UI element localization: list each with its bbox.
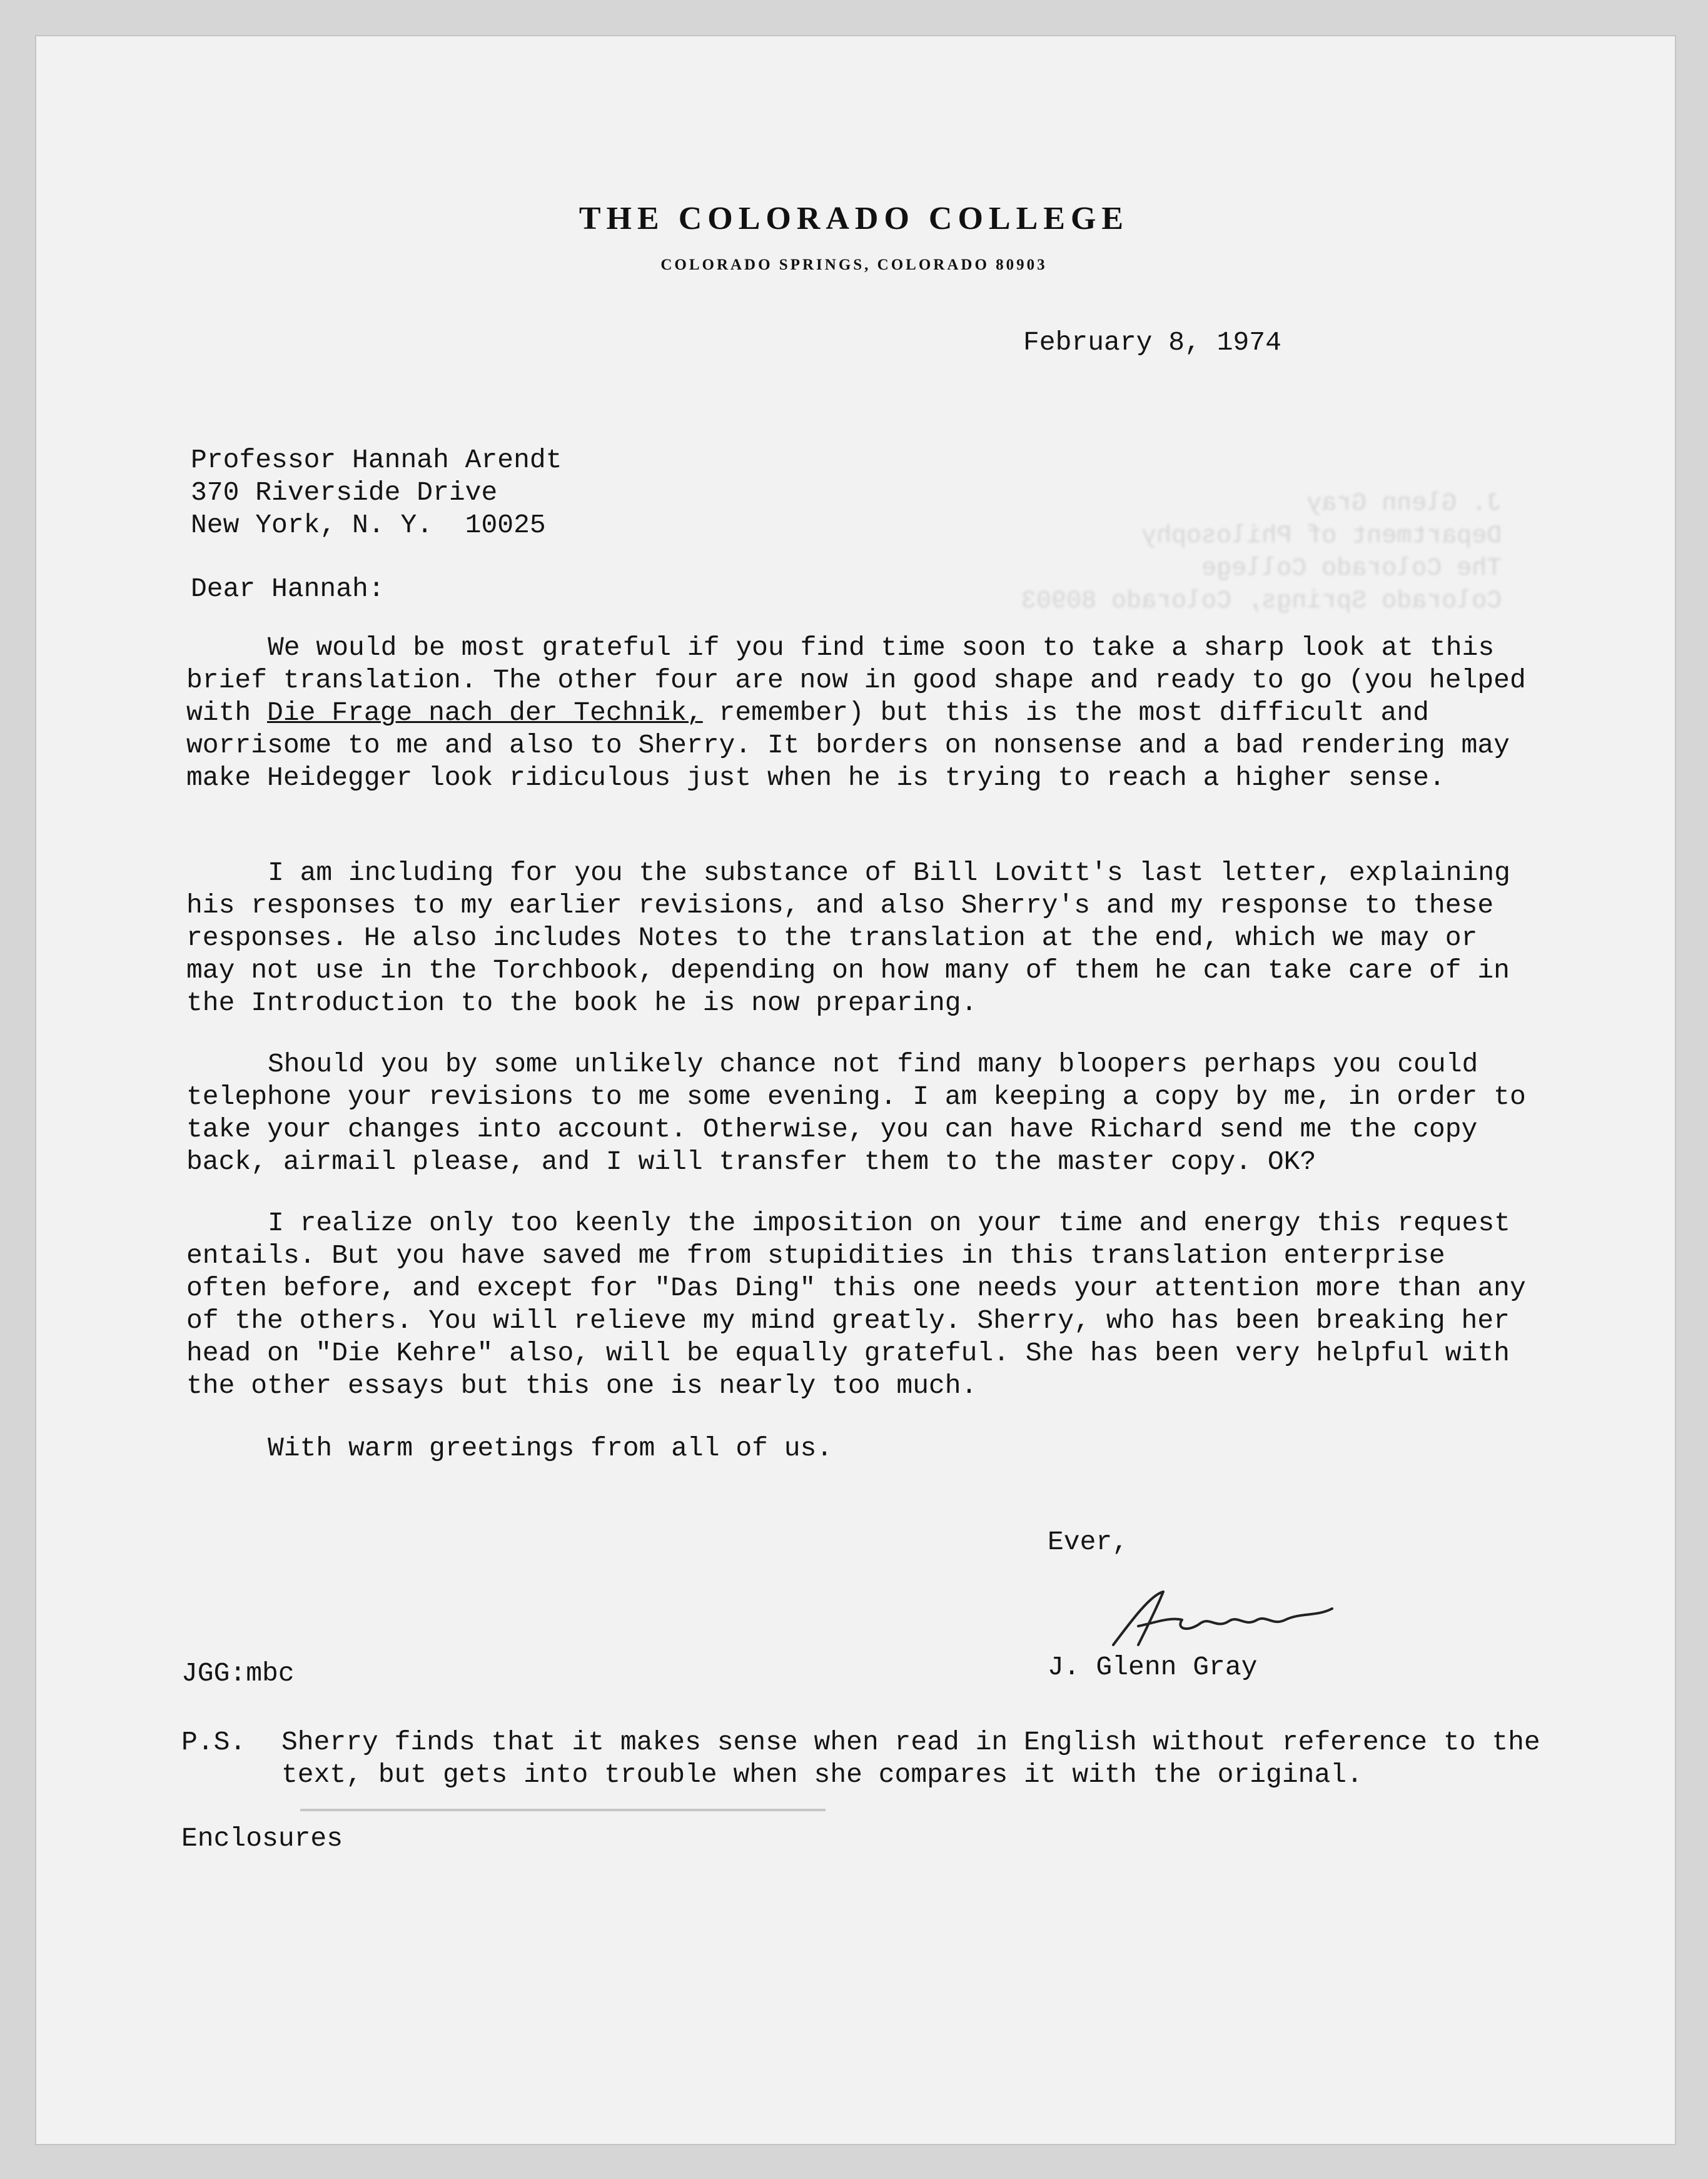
bleed-through-rule bbox=[300, 1809, 826, 1811]
valediction: Ever, bbox=[1048, 1527, 1129, 1557]
paragraph-2: I am including for you the substance of Bill Lovitt's last letter, explaining his responses to my earlier revisions, and also Sherry's and my response to these responses. He also includes Notes to the translation at the end, which we may or may not use in the Torchbook, depending on how many of them he can take care of in the Introduction to the book he is now preparing. bbox=[186, 857, 1510, 1018]
recipient-name: Professor Hannah Arendt bbox=[191, 445, 562, 475]
underlined-title: Die Frage nach der Technik, bbox=[267, 697, 703, 728]
recipient-street: 370 Riverside Drive bbox=[191, 477, 498, 508]
bleed-through-texture: J. Glenn Gray Department of Philosophy The Colorado College Colorado Springs, Colorado 80903 bbox=[1021, 490, 1502, 615]
postscript-line-1: Sherry finds that it makes sense when read in English without reference to the bbox=[281, 1727, 1540, 1757]
postscript-label: P.S. bbox=[181, 1727, 246, 1757]
paragraph-4: I realize only too keenly the imposition on your time and energy this request entails. But you have saved me from stupidities in this translation enterprise often before, and except for "Das Ding" this one needs your attention more than any of the others. You will relieve my mind greatly. Sherry, who has been breaking her head on "Die Kehre" also, will be equally grateful. She has been very helpful with the other essays but this one is nearly too much. bbox=[186, 1208, 1526, 1401]
recipient-city: New York, N. Y. 10025 bbox=[191, 510, 546, 540]
paragraph-1 bbox=[186, 632, 1537, 794]
typist-initials: JGG:mbc bbox=[181, 1658, 295, 1689]
paragraph-1-text-b: remember) but this is the most difficult and worrisome to me and also to Sherry. It borders on nonsense and a bad rendering may make Heidegger look ridiculous just when he is trying to reach a higher sense. bbox=[186, 697, 1510, 793]
closing-greeting: With warm greetings from all of us. bbox=[268, 1433, 833, 1464]
paragraph-1-text-a: We would be most grateful if you find time soon to take a sharp look at this brief translation. The other four are now in good shape and ready to go (you helped with bbox=[186, 632, 1526, 728]
letterhead-name: THE COLORADO COLLEGE bbox=[579, 201, 1129, 236]
enclosures: Enclosures bbox=[181, 1823, 343, 1854]
postscript-line-2: text, but gets into trouble when she compares it with the original. bbox=[281, 1759, 1363, 1790]
paragraph-3: Should you by some unlikely chance not find many bloopers perhaps you could telephone your revisions to me some evening. I am keeping a copy by me, in order to take your changes into account. Otherwise, you can have Richard send me the copy back, airmail please, and I will transfer them to the master copy. OK? bbox=[186, 1049, 1526, 1177]
letterhead-address: COLORADO SPRINGS, COLORADO 80903 bbox=[660, 256, 1048, 273]
letter-date: February 8, 1974 bbox=[1023, 327, 1281, 358]
handwritten-signature bbox=[1094, 1582, 1345, 1657]
signatory-name: J. Glenn Gray bbox=[1048, 1652, 1258, 1682]
salutation: Dear Hannah: bbox=[191, 574, 385, 604]
